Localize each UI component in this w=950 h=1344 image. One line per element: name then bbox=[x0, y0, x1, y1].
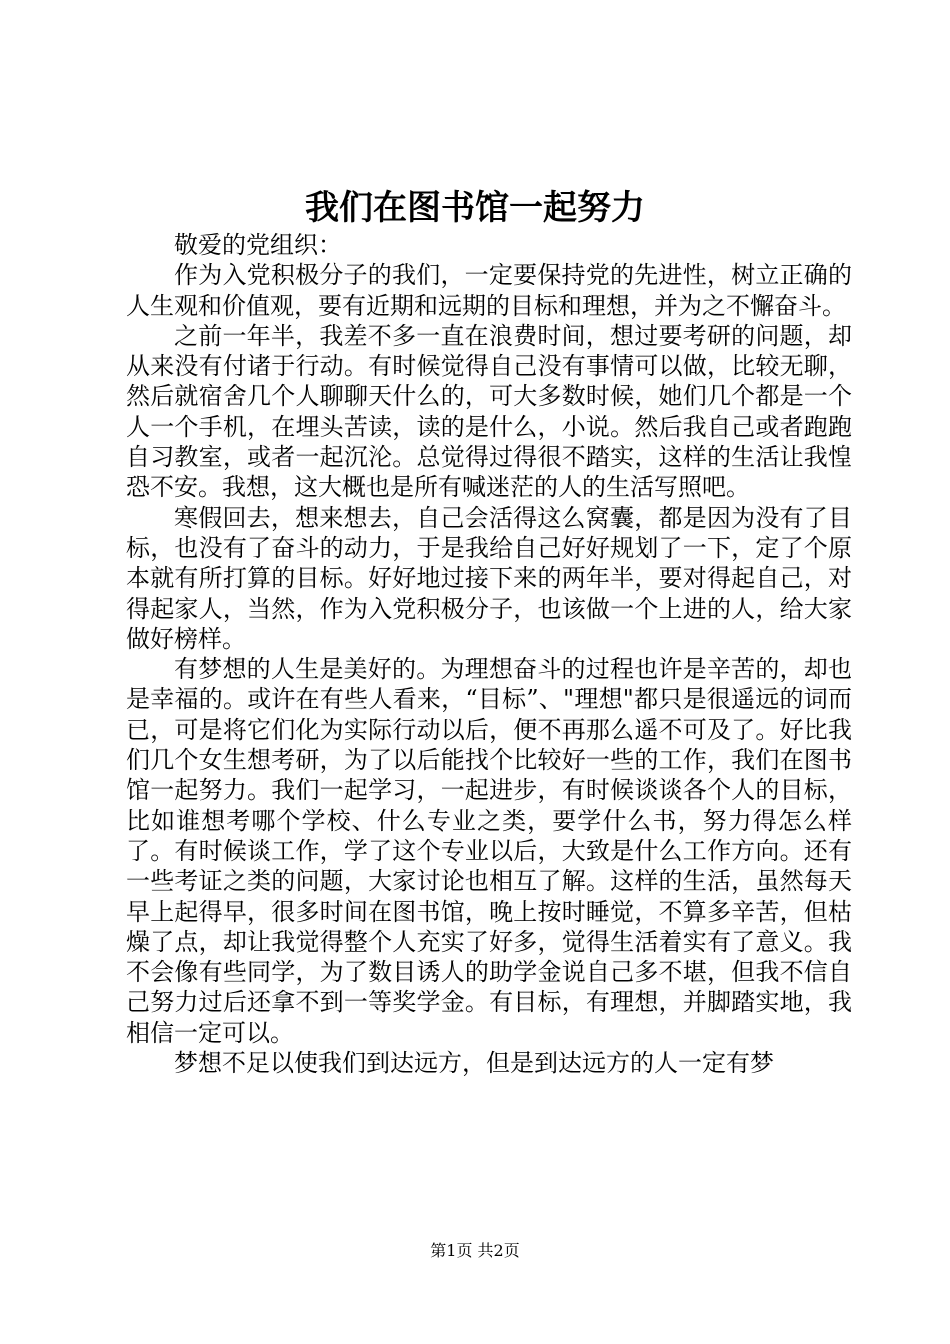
paragraph-5: 梦想不足以使我们到达远方，但是到达远方的人一定有梦 bbox=[174, 1049, 774, 1078]
document-title: 我们在图书馆一起努力 bbox=[305, 188, 645, 228]
page-number: 第1页 共2页 bbox=[430, 1241, 520, 1260]
page-footer bbox=[0, 1240, 950, 1262]
paragraph-1: 作为入党积极分子的我们，一定要保持党的先进性，树立正确的人生观和价值观，要有近期和远期的目标和理想，并为之不懈奋斗。 bbox=[126, 261, 852, 320]
paragraph-2: 之前一年半，我差不多一直在浪费时间，想过要考研的问题，却从来没有付诸于行动。有时候觉得自己没有事情可以做，比较无聊，然后就宿舍几个人聊聊天什么的，可大多数时候，她们几个都是一个人一个手机，在埋头苦读，读的是什么，小说。然后我自己或者跑跑自习教室，或者一起沉沦。总觉得过得很不踏实，这样的生活让我惶恐不安。我想，这大概也是所有喊迷茫的人的生活写照吧。 bbox=[126, 321, 852, 502]
document-body bbox=[126, 230, 852, 1078]
paragraph-3: 寒假回去，想来想去，自己会活得这么窝囊，都是因为没有了目标，也没有了奋斗的动力，于是我给自己好好规划了一下，定了个原本就有所打算的目标。好好地过接下来的两年半，要对得起自己，对得起家人，当然，作为入党积极分子，也该做一个上进的人，给大家做好榜样。 bbox=[126, 503, 852, 653]
salutation: 敬爱的党组织： bbox=[174, 231, 342, 259]
paragraph-4: 有梦想的人生是美好的。为理想奋斗的过程也许是辛苦的，却也是幸福的。或许在有些人看来，“目标”、"理想"都只是很遥远的词而已，可是将它们化为实际行动以后，便不再那么遥不可及了。好比我们几个女生想考研，为了以后能找个比较好一些的工作，我们在图书馆一起努力。我们一起学习，一起进步，有时候谈谈各个人的目标，比如谁想考哪个学校、什么专业之类，要学什么书，努力得怎么样了。有时候谈工作，学了这个专业以后，大致是什么工作方向。还有一些考证之类的问题，大家讨论也相互了解。这样的生活，虽然每天早上起得早，很多时间在图书馆，晚上按时睡觉，不算多辛苦，但枯燥了点，却让我觉得整个人充实了好多，觉得生活着实有了意义。我不会像有些同学，为了数目诱人的助学金说自己多不堪，但我不信自己努力过后还拿不到一等奖学金。有目标，有理想，并脚踏实地，我相信一定可以。 bbox=[126, 655, 852, 1047]
